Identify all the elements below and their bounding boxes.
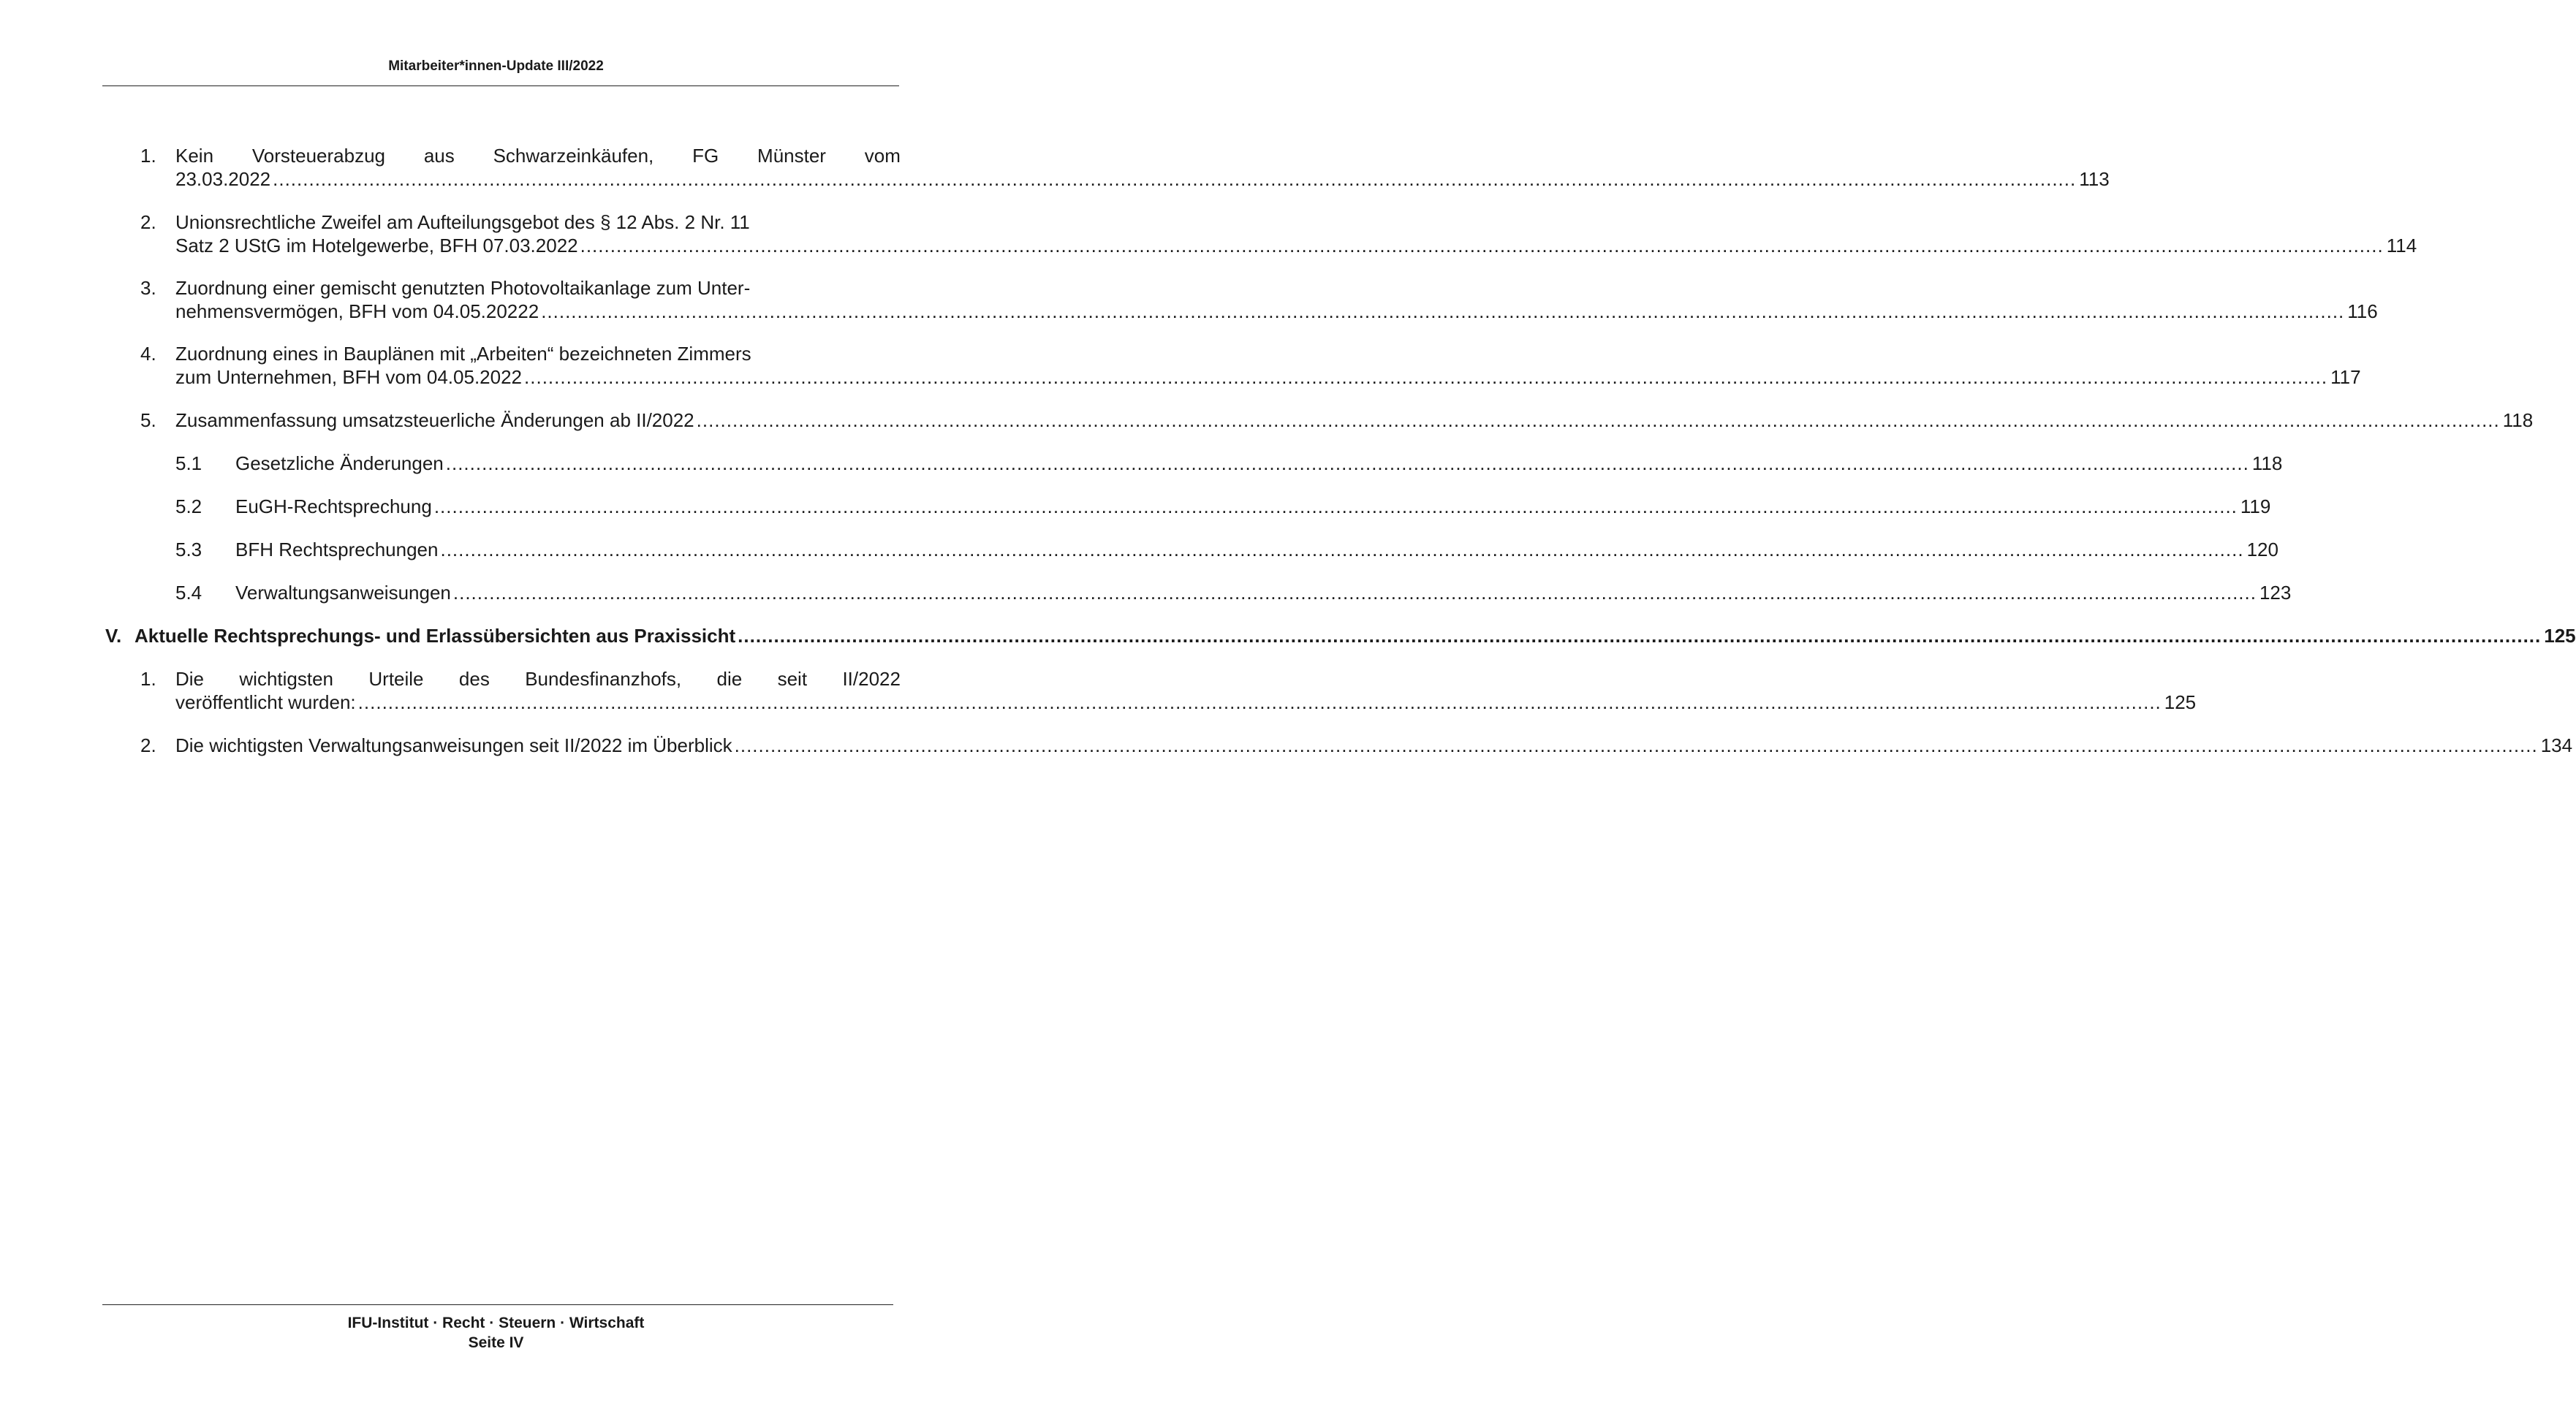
toc-entry-title: EuGH-Rechtsprechung [235,495,432,517]
toc-section-number: V. [105,625,122,647]
toc-page-number: 116 [2347,300,2378,322]
toc-entry-leader-line [175,167,2110,191]
word: seit [777,668,808,690]
toc-entry-title: Gesetzliche Änderungen [235,452,444,474]
footer-rule [102,1304,893,1305]
toc-page-number: 125 [2164,691,2197,713]
dot-leader: ............................................................................................................................................................................................................................................................................................................ [734,734,2538,756]
word: wichtigsten [239,668,334,690]
word: Bundesfinanzhofs, [525,668,682,690]
toc-entry-number: 5.1 [175,452,202,474]
word: FG [692,145,719,167]
toc-entry-number: 4. [140,343,156,365]
dot-leader: ............................................................................................................................................................................................................................................................................................................ [580,235,2384,256]
dot-leader: ............................................................................................................................................................................................................................................................................................................ [440,539,2244,560]
word: aus [423,145,455,167]
dot-leader: ............................................................................................................................................................................................................................................................................................................ [445,452,2249,474]
toc-page-number: 113 [2079,168,2110,190]
word: Urteile [368,668,424,690]
toc-page-number: 119 [2240,495,2271,517]
toc-entry-title: Zusammenfassung umsatzsteuerliche Änderungen ab II/2022 [175,409,694,431]
toc-section-title: Aktuelle Rechtsprechungs- und Erlassübersichten aus Praxissicht [135,625,736,647]
toc-entry-title-line2: zum Unternehmen, BFH vom 04.05.2022 [175,366,523,388]
word: des [458,668,490,690]
toc-page-number: 123 [2259,582,2292,604]
dot-leader: ............................................................................................................................................................................................................................................................................................................ [433,495,2238,517]
toc-entry-title-line1 [175,667,901,691]
word: Schwarzeinkäufen, [493,145,654,167]
toc-entry-title: Die wichtigsten Verwaltungsanweisungen seit II/2022 im Überblick [175,734,732,756]
toc-entry-number: 2. [140,734,156,756]
toc-page-number: 118 [2251,452,2283,474]
footer-publisher: IFU-Institut · Recht · Steuern · Wirtschaft [347,1315,645,1331]
toc-entry-leader-line [235,538,2278,561]
toc-entry-number: 1. [140,145,156,167]
toc-entry-number: 2. [140,211,156,233]
table-of-contents [102,0,2576,804]
toc-entry-number: 1. [140,668,156,690]
toc-entry-number: 5.4 [175,582,202,604]
toc-entry-title-line1: Unionsrechtliche Zweifel am Aufteilungsgebot des § 12 Abs. 2 Nr. 11 [175,211,750,233]
toc-entry-title-line2: 23.03.2022 [175,168,271,190]
toc-entry-number: 5.2 [175,495,202,517]
toc-entry-title-line2: nehmensvermögen, BFH vom 04.05.20222 [175,300,539,322]
word: Kein [175,145,214,167]
toc-entry-leader-line [175,365,2361,389]
toc-entry-leader-line [135,624,2576,647]
dot-leader: ............................................................................................................................................................................................................................................................................................................ [738,625,2542,647]
dot-leader: ............................................................................................................................................................................................................................................................................................................ [273,168,2077,190]
toc-page-number: 134 [2540,734,2573,756]
word: Die [175,668,205,690]
toc-entry-title-line1: Zuordnung eines in Bauplänen mit „Arbeiten“ bezeichneten Zimmers [175,343,751,365]
dot-leader: ............................................................................................................................................................................................................................................................................................................ [452,582,2257,604]
toc-page-number: 125 [2544,625,2576,647]
toc-entry-title-line1 [175,144,901,167]
dot-leader: ............................................................................................................................................................................................................................................................................................................ [696,409,2500,431]
toc-page-number: 114 [2386,235,2417,256]
word: Vorsteuerabzug [251,145,386,167]
footer-page-label: Seite IV [468,1334,524,1351]
toc-entry-leader-line [235,581,2292,604]
toc-page-number: 117 [2330,366,2361,388]
toc-entry-title-line1: Zuordnung einer gemischt genutzten Photovoltaikanlage zum Unter- [175,277,751,299]
toc-entry-number: 3. [140,277,156,299]
word: vom [864,145,901,167]
toc-entry-leader-line [175,234,2417,257]
dot-leader: ............................................................................................................................................................................................................................................................................................................ [524,366,2328,388]
word: II/2022 [842,668,901,690]
word: die [716,668,743,690]
dot-leader: ............................................................................................................................................................................................................................................................................................................ [357,691,2162,713]
toc-entry-leader-line [175,408,2534,432]
toc-page-number: 120 [2246,539,2278,560]
page-header-title: Mitarbeiter*innen-Update III/2022 [388,58,604,74]
toc-entry-leader-line [175,734,2573,757]
toc-entry-number: 5.3 [175,539,202,560]
dot-leader: ............................................................................................................................................................................................................................................................................................................ [541,300,2345,322]
toc-entry-title: BFH Rechtsprechungen [235,539,439,560]
toc-entry-title-line2: Satz 2 UStG im Hotelgewerbe, BFH 07.03.2022 [175,235,578,256]
toc-entry-number: 5. [140,409,156,431]
toc-entry-leader-line [235,495,2271,518]
word: Münster [757,145,826,167]
toc-entry-leader-line [175,691,2197,714]
toc-entry-title: Verwaltungsanweisungen [235,582,451,604]
toc-entry-leader-line [175,300,2378,323]
toc-entry-title-line2: veröffentlicht wurden: [175,691,356,713]
toc-entry-leader-line [235,452,2283,475]
toc-page-number: 118 [2502,409,2534,431]
